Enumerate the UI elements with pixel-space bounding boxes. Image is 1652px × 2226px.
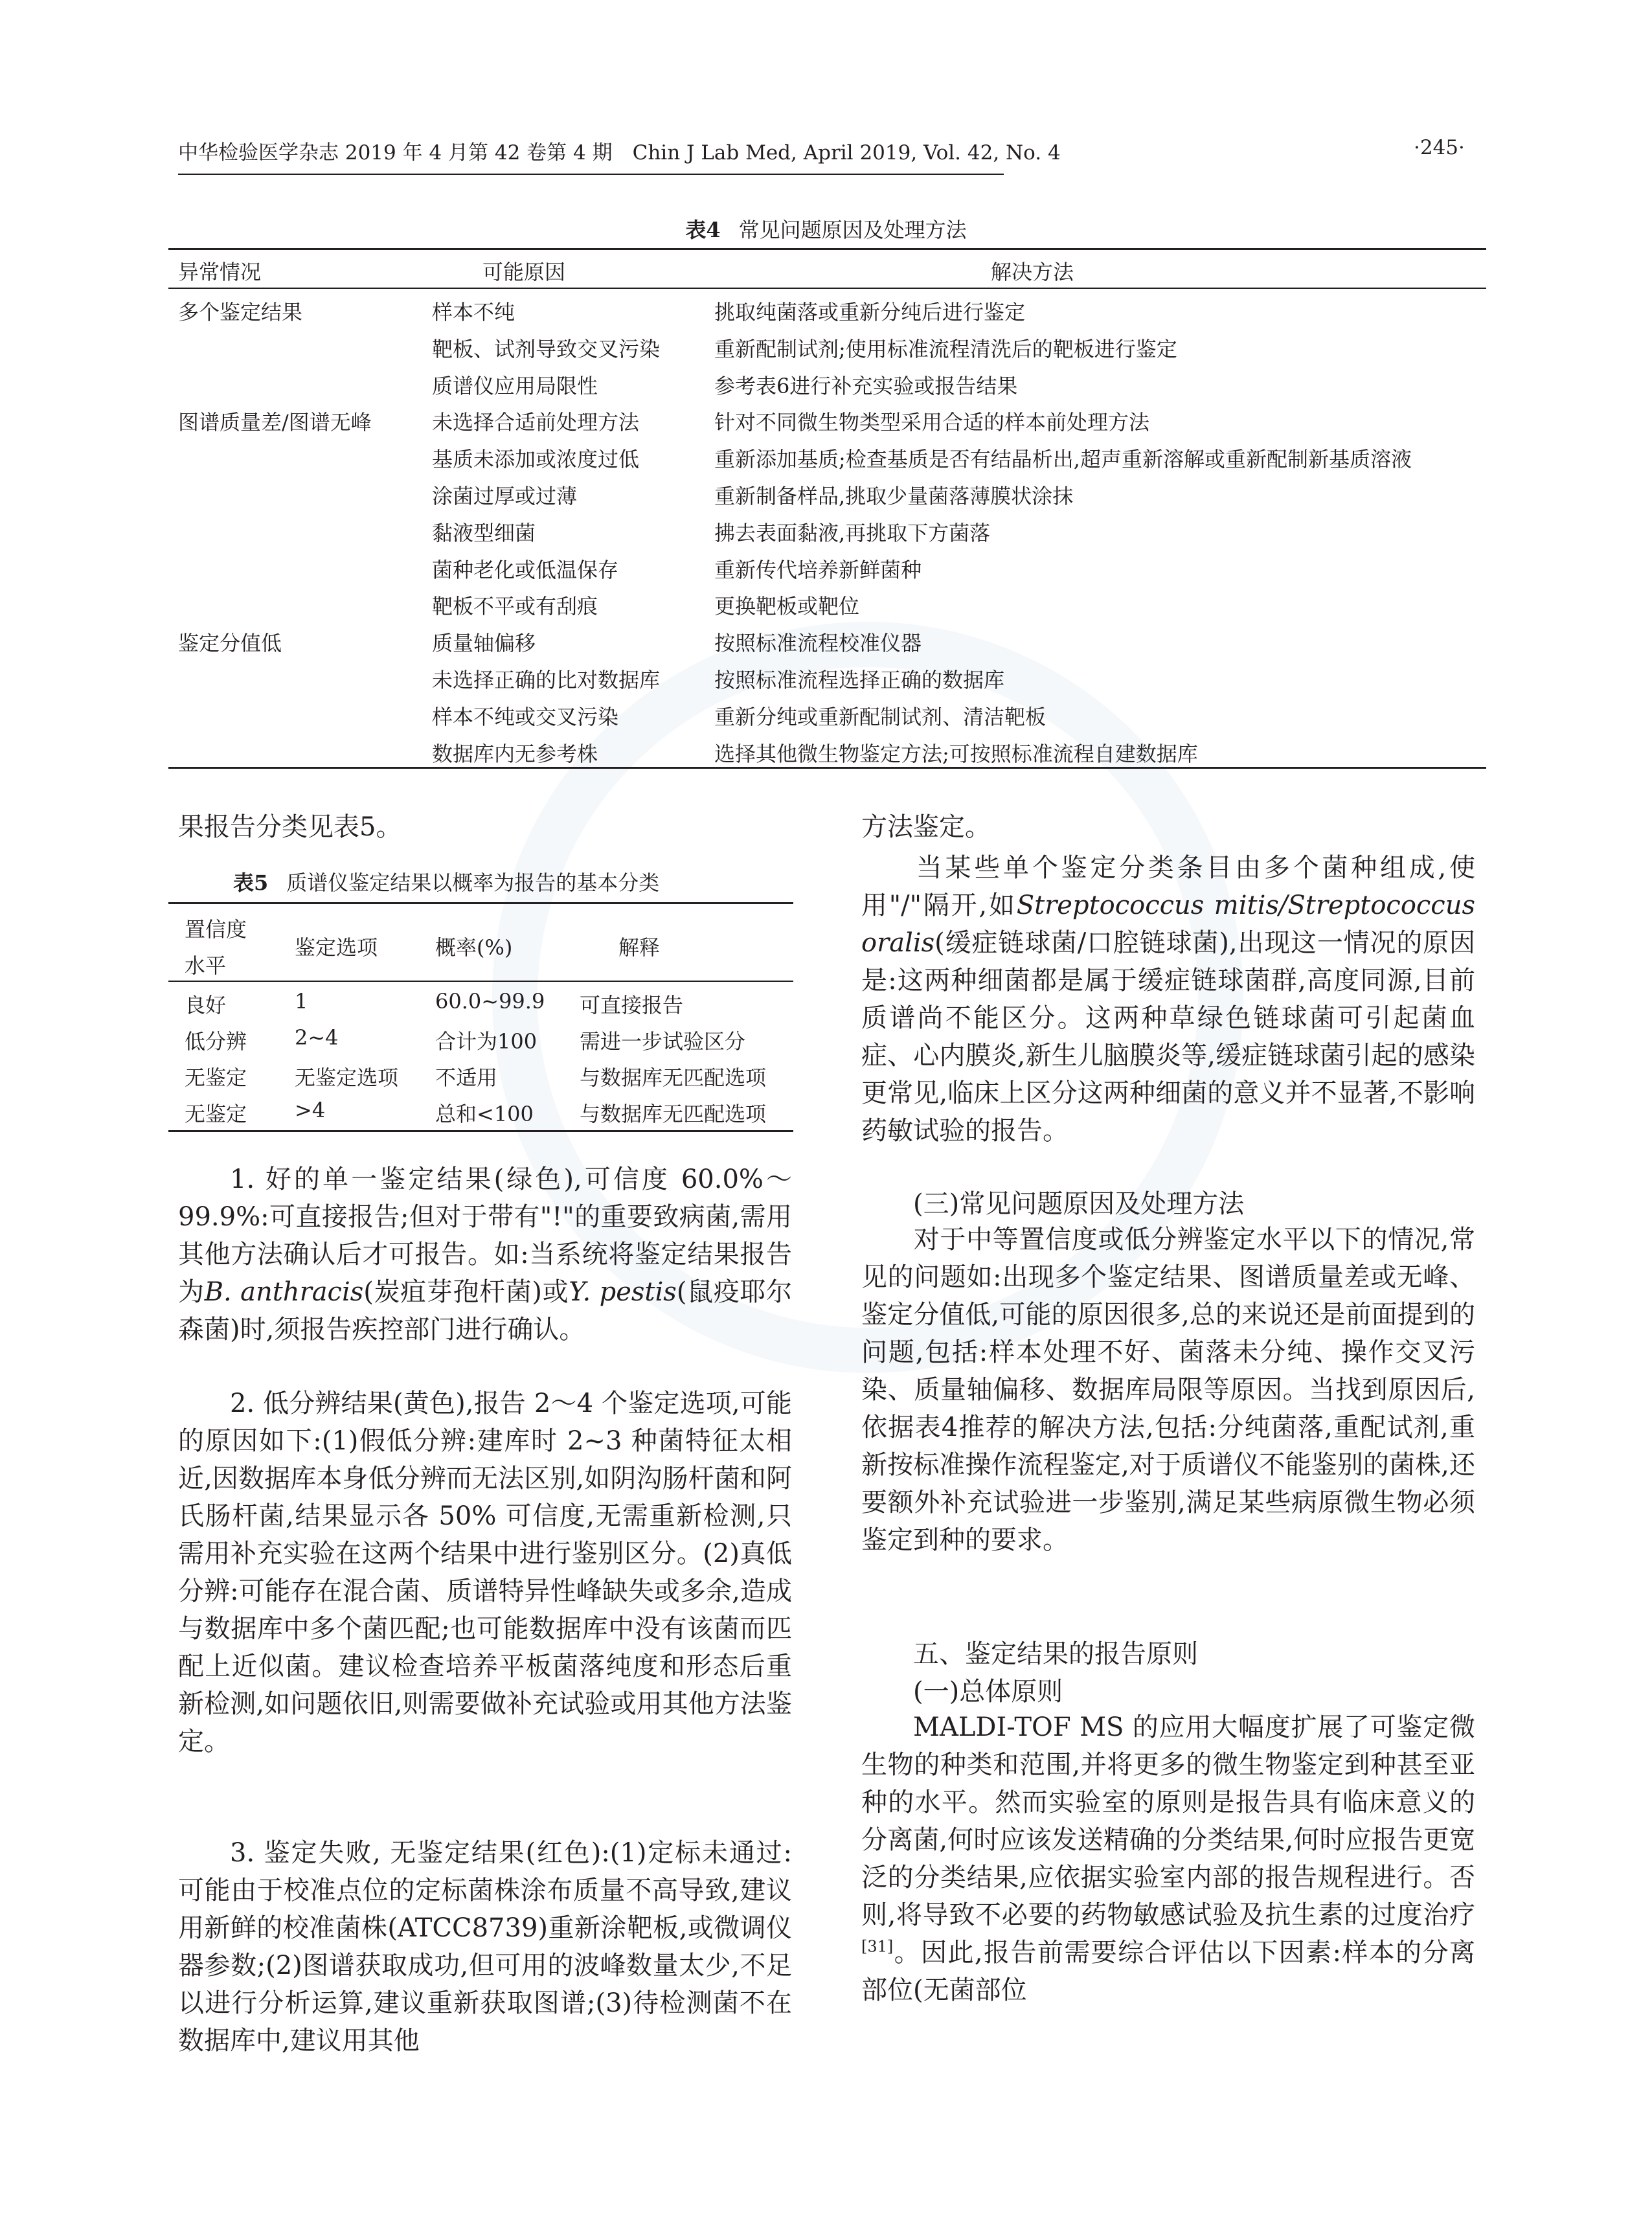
page-number: ·245· [1414, 136, 1465, 159]
table5-title: 质谱仪鉴定结果以概率为报告的基本分类 [286, 870, 660, 895]
table4-cell: 重新添加基质;检查基质是否有结晶析出,超声重新溶解或重新配制新基质溶液 [714, 447, 1412, 471]
table4-cell: 更换靶板或靶位 [714, 594, 860, 619]
section-heading: (三)常见问题原因及处理方法 [913, 1189, 1245, 1219]
table5-cell: 2~4 [295, 1025, 339, 1050]
table4-cell: 未选择正确的比对数据库 [432, 668, 661, 692]
table5-bottom-rule [168, 1130, 793, 1132]
table4-cell: 参考表6进行补充实验或报告结果 [714, 374, 1018, 398]
table4-cell: 图谱质量差/图谱无峰 [178, 410, 372, 435]
table4-cell: 涂菌过厚或过薄 [432, 484, 578, 508]
left-paragraph-1: 1. 好的单一鉴定结果(绿色),可信度 60.0%～99.9%:可直接报告;但对于带有"!"的重要致病菌,需用其他方法确认后才可报告。如:当系统将鉴定结果报告为B. anthracis(炭疽芽孢杆菌)或Y. pestis(鼠疫耶尔森菌)时,须报告疾控部门进行确认。 [178, 1164, 792, 1345]
table5-cell: 不适用 [435, 1065, 498, 1090]
right-paragraph-2: 对于中等置信度或低分辨鉴定水平以下的情况,常见的问题如:出现多个鉴定结果、图谱质量差或无峰、鉴定分值低,可能的原因很多,总的来说还是前面提到的问题,包括:样本处理不好、菌落未分纯、操作交叉污染、质量轴偏移、数据库局限等原因。当找到原因后,依据表4推荐的解决方法,包括:分纯菌落,重配试剂,重新按标准操作流程鉴定,对于质谱仪不能鉴别的菌株,还要额外补充试验进一步鉴别,满足某些病原微生物必须鉴定到种的要求。 [861, 1225, 1475, 1555]
table5-header-cell: 置信度 [185, 917, 247, 942]
table4-header-cell: 解决方法 [991, 260, 1074, 284]
right-paragraph-3: MALDI-TOF MS 的应用大幅度扩展了可鉴定微生物的种类和范围,并将更多的微生物鉴定到种甚至亚种的水平。然而实验室的原则是报告具有临床意义的分离菌,何时应该发送精确的分类结果,何时应报告更宽泛的分类结果,应依据实验室内部的报告规程进行。否则,将导致不必要的药物敏感试验及抗生素的过度治疗[31]。因此,报告前需要综合评估以下因素:样本的分离部位(无菌部位 [861, 1712, 1475, 2005]
table5-header-cell: 概率(%) [435, 935, 513, 960]
left-paragraph-3: 3. 鉴定失败, 无鉴定结果(红色):(1)定标未通过:可能由于校准点位的定标菌株涂布质量不高导致,建议用新鲜的校准菌株(ATCC8739)重新涂靶板,或微调仪器参数;(2)图谱获取成功,但可用的波峰数量太少,不足以进行分析运算,建议重新获取图谱;(3)待检测菌不在数据库中,建议用其他 [178, 1838, 792, 2056]
table5-cell: 无鉴定选项 [295, 1065, 399, 1090]
table4-cell: 重新配制试剂;使用标准流程清洗后的靶板进行鉴定 [714, 337, 1177, 361]
left-col-intro: 果报告分类见表5。 [178, 812, 402, 842]
table4-label: 表4 [685, 218, 721, 242]
table4-cell: 样本不纯 [432, 300, 515, 324]
table4-cell: 多个鉴定结果 [178, 300, 303, 324]
table4-bottom-rule [168, 767, 1486, 769]
right-col-continuation: 方法鉴定。 [861, 812, 991, 842]
table4-cell: 黏液型细菌 [432, 521, 536, 545]
table5-cell: 无鉴定 [185, 1102, 247, 1126]
table5-cell: >4 [295, 1098, 326, 1122]
table4-cell: 拂去表面黏液,再挑取下方菌落 [714, 521, 991, 545]
table5-cell: 总和<100 [435, 1102, 534, 1126]
citation-ref: [31] [861, 1937, 894, 1956]
table4-cell: 重新传代培养新鲜菌种 [714, 558, 922, 582]
table5-cell: 合计为100 [435, 1029, 537, 1054]
table5-header-rule [168, 981, 793, 982]
table4-cell: 靶板、试剂导致交叉污染 [432, 337, 661, 361]
table4-cell: 按照标准流程校准仪器 [714, 631, 922, 655]
table5-caption [233, 867, 659, 896]
table5-cell: 可直接报告 [580, 993, 684, 1017]
running-header: 中华检验医学杂志 2019 年 4 月第 42 卷第 4 期 Chin J Lab Med, April 2019, Vol. 42, No. 4 [178, 141, 1061, 165]
section-heading: (一)总体原则 [913, 1677, 1063, 1707]
table4-cell: 未选择合适前处理方法 [432, 410, 640, 435]
table4-cell: 选择其他微生物鉴定方法;可按照标准流程自建数据库 [714, 742, 1198, 766]
table4-cell: 重新制备样品,挑取少量菌落薄膜状涂抹 [714, 484, 1074, 508]
section-heading: 五、鉴定结果的报告原则 [913, 1639, 1198, 1669]
header-rule [178, 174, 1004, 175]
species-name: Streptococcus mitis/Streptococcus oralis [861, 891, 1475, 958]
table5-header-cell: 水平 [185, 953, 227, 978]
table4-cell: 针对不同微生物类型采用合适的样本前处理方法 [714, 410, 1150, 435]
table5-cell: 与数据库无匹配选项 [580, 1065, 767, 1090]
table5-header-cell: 鉴定选项 [295, 935, 378, 960]
table5-cell: 1 [295, 989, 308, 1014]
table5-cell: 60.0~99.9 [435, 989, 545, 1014]
table4-header-cell: 可能原因 [482, 260, 566, 284]
table4-cell: 重新分纯或重新配制试剂、清洁靶板 [714, 705, 1047, 729]
table4-caption [0, 214, 1652, 244]
table4-header-cell: 异常情况 [178, 260, 262, 284]
left-paragraph-2: 2. 低分辨结果(黄色),报告 2～4 个鉴定选项,可能的原因如下:(1)假低分辨:建库时 2~3 种菌特征太相近,因数据库本身低分辨而无法区别,如阴沟肠杆菌和阿氏肠杆菌,结果显示各 50% 可信度,无需重新检测,只需用补充实验在这两个结果中进行鉴别区分。(2)真低分辨:可能存在混合菌、质谱特异性峰缺失或多余,造成与数据库中多个菌匹配;也可能数据库中没有该菌而匹配上近似菌。建议检查培养平板菌落纯度和形态后重新检测,如问题依旧,则需要做补充试验或用其他方法鉴定。 [178, 1389, 792, 1756]
species-name: B. anthracis [204, 1277, 364, 1307]
species-name: Y. pestis [569, 1277, 677, 1307]
table4-cell: 基质未添加或浓度过低 [432, 447, 640, 471]
table4-cell: 数据库内无参考株 [432, 742, 598, 766]
table5-cell: 需进一步试验区分 [580, 1029, 746, 1054]
table4-cell: 质谱仪应用局限性 [432, 374, 598, 398]
table5-top-rule [168, 902, 793, 904]
table4-cell: 菌种老化或低温保存 [432, 558, 619, 582]
table5-label: 表5 [233, 870, 269, 895]
table5-cell: 与数据库无匹配选项 [580, 1102, 767, 1126]
table4-cell: 质量轴偏移 [432, 631, 536, 655]
table5-cell: 低分辨 [185, 1029, 247, 1054]
right-paragraph-1: 当某些单个鉴定分类条目由多个菌种组成,使用"/"隔开,如Streptococcus mitis/Streptococcus oralis(缓症链球菌/口腔链球菌),出现这一情况的原因是:这两种细菌都是属于缓症链球菌群,高度同源,目前质谱尚不能区分。这两种草绿色链球菌可引起菌血症、心内膜炎,新生儿脑膜炎等,缓症链球菌引起的感染更常见,临床上区分这两种细菌的意义并不显著,不影响药敏试验的报告。 [861, 853, 1475, 1146]
table4-cell: 按照标准流程选择正确的数据库 [714, 668, 1005, 692]
table4-top-rule [168, 248, 1486, 250]
table4-cell: 靶板不平或有刮痕 [432, 594, 598, 619]
table4-cell: 挑取纯菌落或重新分纯后进行鉴定 [714, 300, 1026, 324]
table5-cell: 无鉴定 [185, 1065, 247, 1090]
table4-header-rule [168, 288, 1486, 289]
table4-cell: 样本不纯或交叉污染 [432, 705, 619, 729]
table4-title: 常见问题原因及处理方法 [738, 218, 967, 242]
table5-header-cell: 解释 [618, 935, 661, 960]
table4-cell: 鉴定分值低 [178, 631, 282, 655]
table5-cell: 良好 [185, 993, 227, 1017]
